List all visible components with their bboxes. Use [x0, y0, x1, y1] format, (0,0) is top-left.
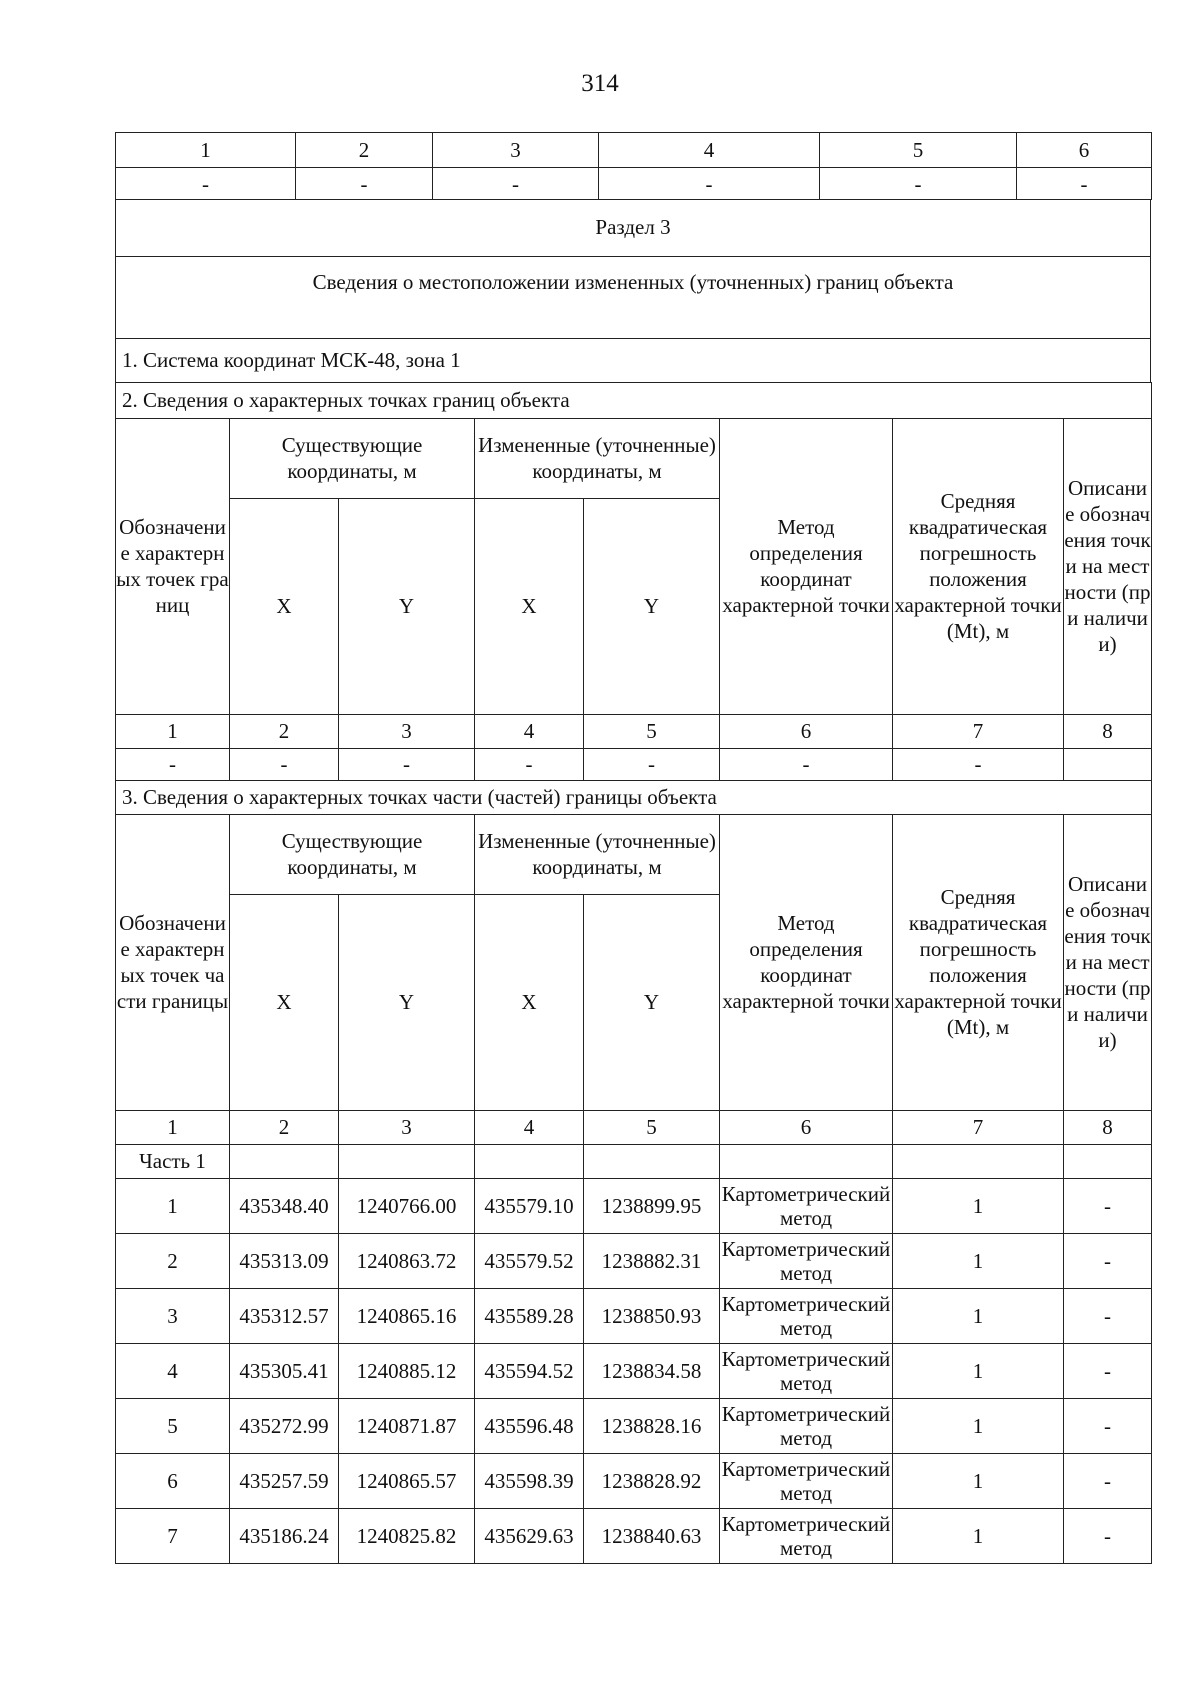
part3-title: 3. Сведения о характерных точках части (частей) границы объекта	[116, 780, 1152, 814]
part2-table	[115, 382, 1151, 781]
part2-col-description: Описание обозначения точки на местности (при наличии)	[1064, 418, 1152, 714]
part3-number-cell: 5	[584, 1110, 720, 1144]
part-label: Часть 1	[116, 1144, 230, 1178]
cell-method: Картометрический метод	[720, 1508, 893, 1563]
part2-col-changed: Измененные (уточненные) координаты, м	[475, 418, 720, 498]
part3-number-cell: 7	[893, 1110, 1064, 1144]
cell-point-number: 2	[116, 1233, 230, 1288]
part2-col-x-existing: X	[230, 498, 339, 714]
top-header-cell: 6	[1017, 133, 1152, 168]
table-row	[116, 1288, 1152, 1343]
cell-changed-y: 1238828.92	[584, 1453, 720, 1508]
top-header-cell: 1	[116, 133, 296, 168]
part3-col-method: Метод определения координат характерной точки	[720, 814, 893, 1110]
part3-number-cell: 6	[720, 1110, 893, 1144]
cell-description: -	[1064, 1233, 1152, 1288]
cell-existing-y: 1240871.87	[339, 1398, 475, 1453]
part3-number-cell: 1	[116, 1110, 230, 1144]
table-row	[116, 1233, 1152, 1288]
top-data-cell: -	[433, 168, 599, 200]
part3-col-description: Описание обозначения точки на местности (при наличии)	[1064, 814, 1152, 1110]
part3-col-existing: Существующие координаты, м	[230, 814, 475, 894]
part2-number-cell: 1	[116, 714, 230, 748]
part3-part-label-row	[116, 1144, 1152, 1178]
part3-col-accuracy: Средняя квадратическая погрешность положения характерной точки (Mt), м	[893, 814, 1064, 1110]
top-table-data-row	[116, 168, 1152, 200]
cell-description: -	[1064, 1343, 1152, 1398]
part3-number-cell: 8	[1064, 1110, 1152, 1144]
cell-point-number: 1	[116, 1178, 230, 1233]
cell-existing-y: 1240865.16	[339, 1288, 475, 1343]
part3-col-y-existing: Y	[339, 894, 475, 1110]
cell-changed-y: 1238899.95	[584, 1178, 720, 1233]
cell-changed-x: 435579.10	[475, 1178, 584, 1233]
cell-changed-y: 1238834.58	[584, 1343, 720, 1398]
section-block	[115, 199, 1151, 383]
part3-number-cell: 2	[230, 1110, 339, 1144]
part2-col-method: Метод определения координат характерной точки	[720, 418, 893, 714]
part2-empty-cell: -	[116, 748, 230, 780]
cell-existing-x: 435313.09	[230, 1233, 339, 1288]
section-subtitle: Сведения о местоположении измененных (уточненных) границ объекта	[116, 256, 1151, 338]
cell-accuracy-mt: 1	[893, 1398, 1064, 1453]
cell-existing-x: 435272.99	[230, 1398, 339, 1453]
part2-empty-row	[116, 748, 1152, 780]
page-number: 314	[581, 70, 619, 97]
part2-col-y-existing: Y	[339, 498, 475, 714]
cell-method: Картометрический метод	[720, 1398, 893, 1453]
part2-number-cell: 5	[584, 714, 720, 748]
part2-numbers-row	[116, 714, 1152, 748]
cell-accuracy-mt: 1	[893, 1288, 1064, 1343]
top-data-cell: -	[1017, 168, 1152, 200]
part2-col-existing: Существующие координаты, м	[230, 418, 475, 498]
cell-method: Картометрический метод	[720, 1178, 893, 1233]
cell-changed-x: 435594.52	[475, 1343, 584, 1398]
part2-title: 2. Сведения о характерных точках границ объекта	[116, 382, 1152, 418]
cell-changed-y: 1238828.16	[584, 1398, 720, 1453]
cell-changed-x: 435579.52	[475, 1233, 584, 1288]
part2-col-designation: Обозначение характерных точек границ	[116, 418, 230, 714]
part2-number-cell: 8	[1064, 714, 1152, 748]
cell-existing-x: 435348.40	[230, 1178, 339, 1233]
cell-accuracy-mt: 1	[893, 1233, 1064, 1288]
cell-description: -	[1064, 1453, 1152, 1508]
cell-changed-x: 435629.63	[475, 1508, 584, 1563]
coord-system: 1. Система координат МСК-48, зона 1	[116, 338, 1151, 382]
top-data-cell: -	[296, 168, 433, 200]
part2-empty-cell: -	[720, 748, 893, 780]
part3-col-x-existing: X	[230, 894, 339, 1110]
part3-col-designation: Обозначение характерных точек части границы	[116, 814, 230, 1110]
cell-accuracy-mt: 1	[893, 1508, 1064, 1563]
part3-col-x-changed: X	[475, 894, 584, 1110]
table-row	[116, 1398, 1152, 1453]
cell-description: -	[1064, 1398, 1152, 1453]
cell-existing-x: 435312.57	[230, 1288, 339, 1343]
cell-point-number: 3	[116, 1288, 230, 1343]
top-header-cell: 2	[296, 133, 433, 168]
cell-existing-y: 1240865.57	[339, 1453, 475, 1508]
part2-col-x-changed: X	[475, 498, 584, 714]
table-row	[116, 1343, 1152, 1398]
cell-changed-y: 1238840.63	[584, 1508, 720, 1563]
table-row	[116, 1453, 1152, 1508]
part2-number-cell: 7	[893, 714, 1064, 748]
top-data-cell: -	[820, 168, 1017, 200]
cell-point-number: 4	[116, 1343, 230, 1398]
top-table	[115, 132, 1151, 200]
cell-description: -	[1064, 1288, 1152, 1343]
top-data-cell: -	[599, 168, 820, 200]
table-row	[116, 1178, 1152, 1233]
part2-col-y-changed: Y	[584, 498, 720, 714]
cell-method: Картометрический метод	[720, 1343, 893, 1398]
part2-number-cell: 4	[475, 714, 584, 748]
cell-changed-y: 1238882.31	[584, 1233, 720, 1288]
cell-changed-x: 435589.28	[475, 1288, 584, 1343]
cell-changed-y: 1238850.93	[584, 1288, 720, 1343]
part3-col-changed: Измененные (уточненные) координаты, м	[475, 814, 720, 894]
part2-empty-cell: -	[339, 748, 475, 780]
cell-existing-x: 435257.59	[230, 1453, 339, 1508]
cell-changed-x: 435596.48	[475, 1398, 584, 1453]
section-title: Раздел 3	[116, 199, 1151, 256]
top-data-cell: -	[116, 168, 296, 200]
cell-point-number: 6	[116, 1453, 230, 1508]
part3-table	[115, 780, 1151, 1564]
cell-method: Картометрический метод	[720, 1453, 893, 1508]
part2-number-cell: 3	[339, 714, 475, 748]
top-header-cell: 3	[433, 133, 599, 168]
cell-existing-x: 435305.41	[230, 1343, 339, 1398]
part2-empty-cell: -	[475, 748, 584, 780]
part3-number-cell: 4	[475, 1110, 584, 1144]
part2-empty-cell	[1064, 748, 1152, 780]
table-row	[116, 1508, 1152, 1563]
cell-existing-y: 1240885.12	[339, 1343, 475, 1398]
cell-existing-y: 1240863.72	[339, 1233, 475, 1288]
cell-existing-y: 1240825.82	[339, 1508, 475, 1563]
cell-accuracy-mt: 1	[893, 1178, 1064, 1233]
cell-existing-y: 1240766.00	[339, 1178, 475, 1233]
part2-empty-cell: -	[893, 748, 1064, 780]
part2-col-accuracy: Средняя квадратическая погрешность положения характерной точки (Mt), м	[893, 418, 1064, 714]
part3-numbers-row	[116, 1110, 1152, 1144]
part3-number-cell: 3	[339, 1110, 475, 1144]
part2-number-cell: 2	[230, 714, 339, 748]
top-header-cell: 5	[820, 133, 1017, 168]
cell-method: Картометрический метод	[720, 1288, 893, 1343]
part2-empty-cell: -	[230, 748, 339, 780]
cell-description: -	[1064, 1508, 1152, 1563]
top-header-cell: 4	[599, 133, 820, 168]
cell-point-number: 7	[116, 1508, 230, 1563]
cell-description: -	[1064, 1178, 1152, 1233]
cell-accuracy-mt: 1	[893, 1453, 1064, 1508]
cell-method: Картометрический метод	[720, 1233, 893, 1288]
part2-number-cell: 6	[720, 714, 893, 748]
cell-existing-x: 435186.24	[230, 1508, 339, 1563]
part3-col-y-changed: Y	[584, 894, 720, 1110]
cell-point-number: 5	[116, 1398, 230, 1453]
cell-changed-x: 435598.39	[475, 1453, 584, 1508]
top-table-header-row	[116, 133, 1152, 168]
part2-empty-cell: -	[584, 748, 720, 780]
cell-accuracy-mt: 1	[893, 1343, 1064, 1398]
